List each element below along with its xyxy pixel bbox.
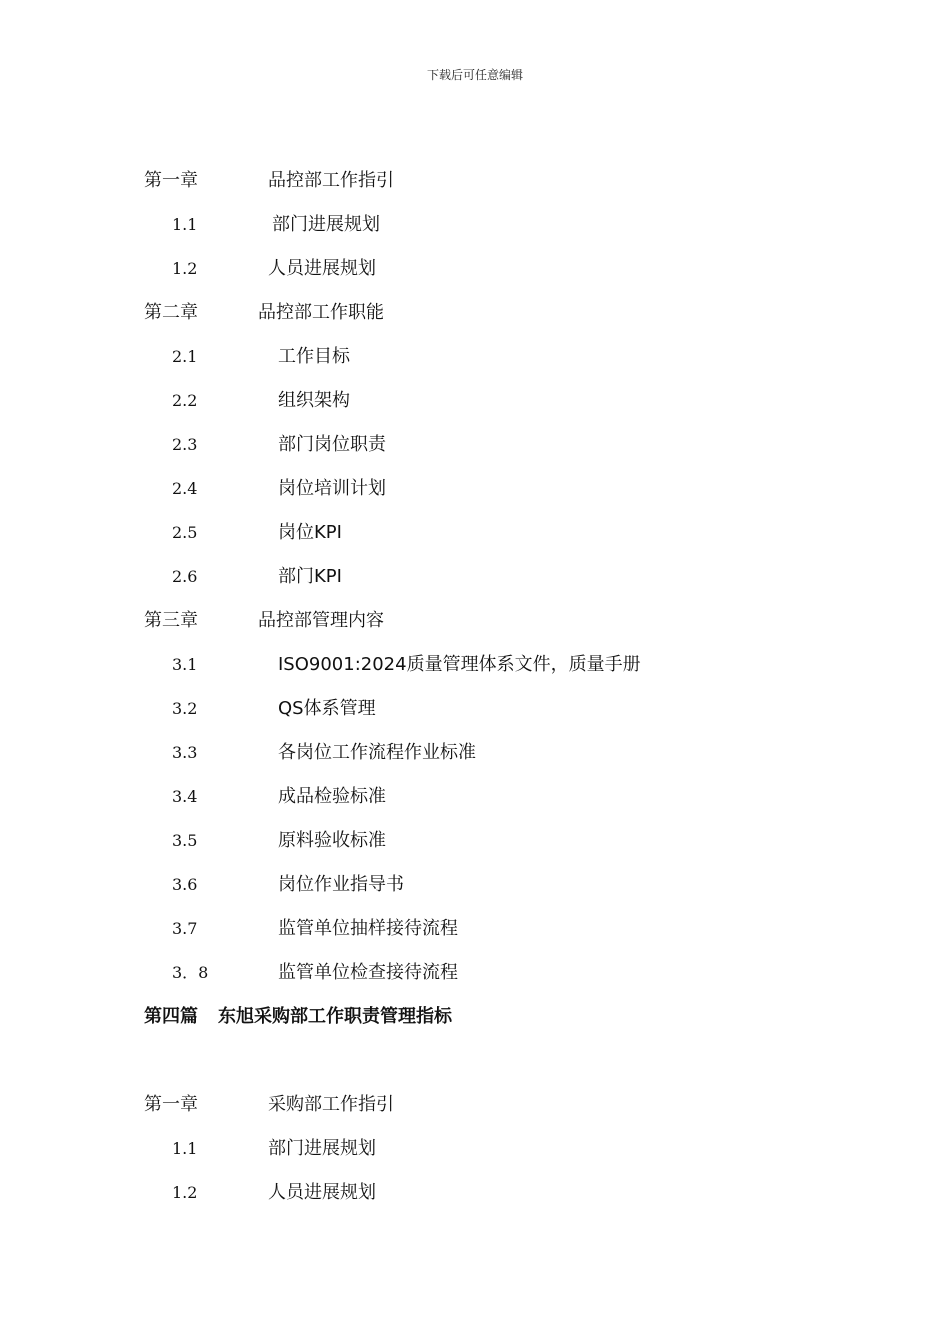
toc-section-title: 岗位作业指导书 [278, 874, 404, 895]
toc-section-number: 3．8 [172, 963, 209, 982]
toc-section-number: 1.1 [172, 1139, 198, 1158]
toc-chapter-title: 品控部工作职能 [258, 302, 384, 323]
toc-section-title: 原料验收标准 [278, 830, 386, 851]
toc-section-number: 2.3 [172, 435, 198, 454]
toc-section-number: 1.1 [172, 215, 198, 234]
toc-part-number: 第四篇 [144, 1006, 198, 1027]
toc-section-number: 3.4 [172, 787, 198, 806]
toc-section-title: 部门进展规划 [268, 1138, 376, 1159]
toc-section-number: 3.7 [172, 919, 198, 938]
toc-section-number: 2.2 [172, 391, 198, 410]
toc-section-number: 2.6 [172, 567, 198, 586]
toc-section-number: 3.2 [172, 699, 198, 718]
toc-section-title: 人员进展规划 [268, 1182, 376, 1203]
toc-section-title: 工作目标 [278, 346, 350, 367]
toc-section-title: 组织架构 [278, 390, 350, 411]
toc-section-number: 3.6 [172, 875, 198, 894]
toc-section-title: 监管单位检查接待流程 [278, 962, 458, 983]
toc-section-number: 1.2 [172, 1183, 198, 1202]
toc-section-title: 部门岗位职责 [278, 434, 386, 455]
toc-section-number: 2.1 [172, 347, 198, 366]
toc-section-number: 3.5 [172, 831, 198, 850]
toc-section-title: 岗位KPI [278, 522, 342, 543]
page-header-note: 下载后可任意编辑 [426, 68, 523, 82]
toc-section-title: 监管单位抽样接待流程 [278, 918, 458, 939]
toc-chapter-number: 第一章 [144, 1094, 198, 1115]
toc-section-number: 1.2 [172, 259, 198, 278]
toc-section-number: 2.5 [172, 523, 198, 542]
toc-chapter-title: 品控部工作指引 [268, 170, 394, 191]
toc-section-number: 2.4 [172, 479, 198, 498]
toc-chapter-title: 采购部工作指引 [268, 1094, 394, 1115]
toc-section-title: 人员进展规划 [268, 258, 376, 279]
toc-section-title: 各岗位工作流程作业标准 [278, 742, 476, 763]
toc-section-title: ISO9001:2024质量管理体系文件，质量手册 [278, 654, 641, 675]
toc-section-title: 成品检验标准 [278, 786, 386, 807]
toc-chapter-title: 品控部管理内容 [258, 610, 384, 631]
toc-chapter-number: 第二章 [144, 302, 198, 323]
toc-section-title: QS体系管理 [278, 698, 376, 719]
toc-section-title: 岗位培训计划 [278, 478, 386, 499]
toc-section-title: 部门KPI [278, 566, 342, 587]
toc-chapter-number: 第三章 [144, 610, 198, 631]
toc-section-number: 3.1 [172, 655, 198, 674]
toc-section-title: 部门进展规划 [272, 214, 380, 235]
toc-section-number: 3.3 [172, 743, 198, 762]
toc-chapter-number: 第一章 [144, 170, 198, 191]
toc-part-title: 东旭采购部工作职责管理指标 [218, 1006, 452, 1027]
